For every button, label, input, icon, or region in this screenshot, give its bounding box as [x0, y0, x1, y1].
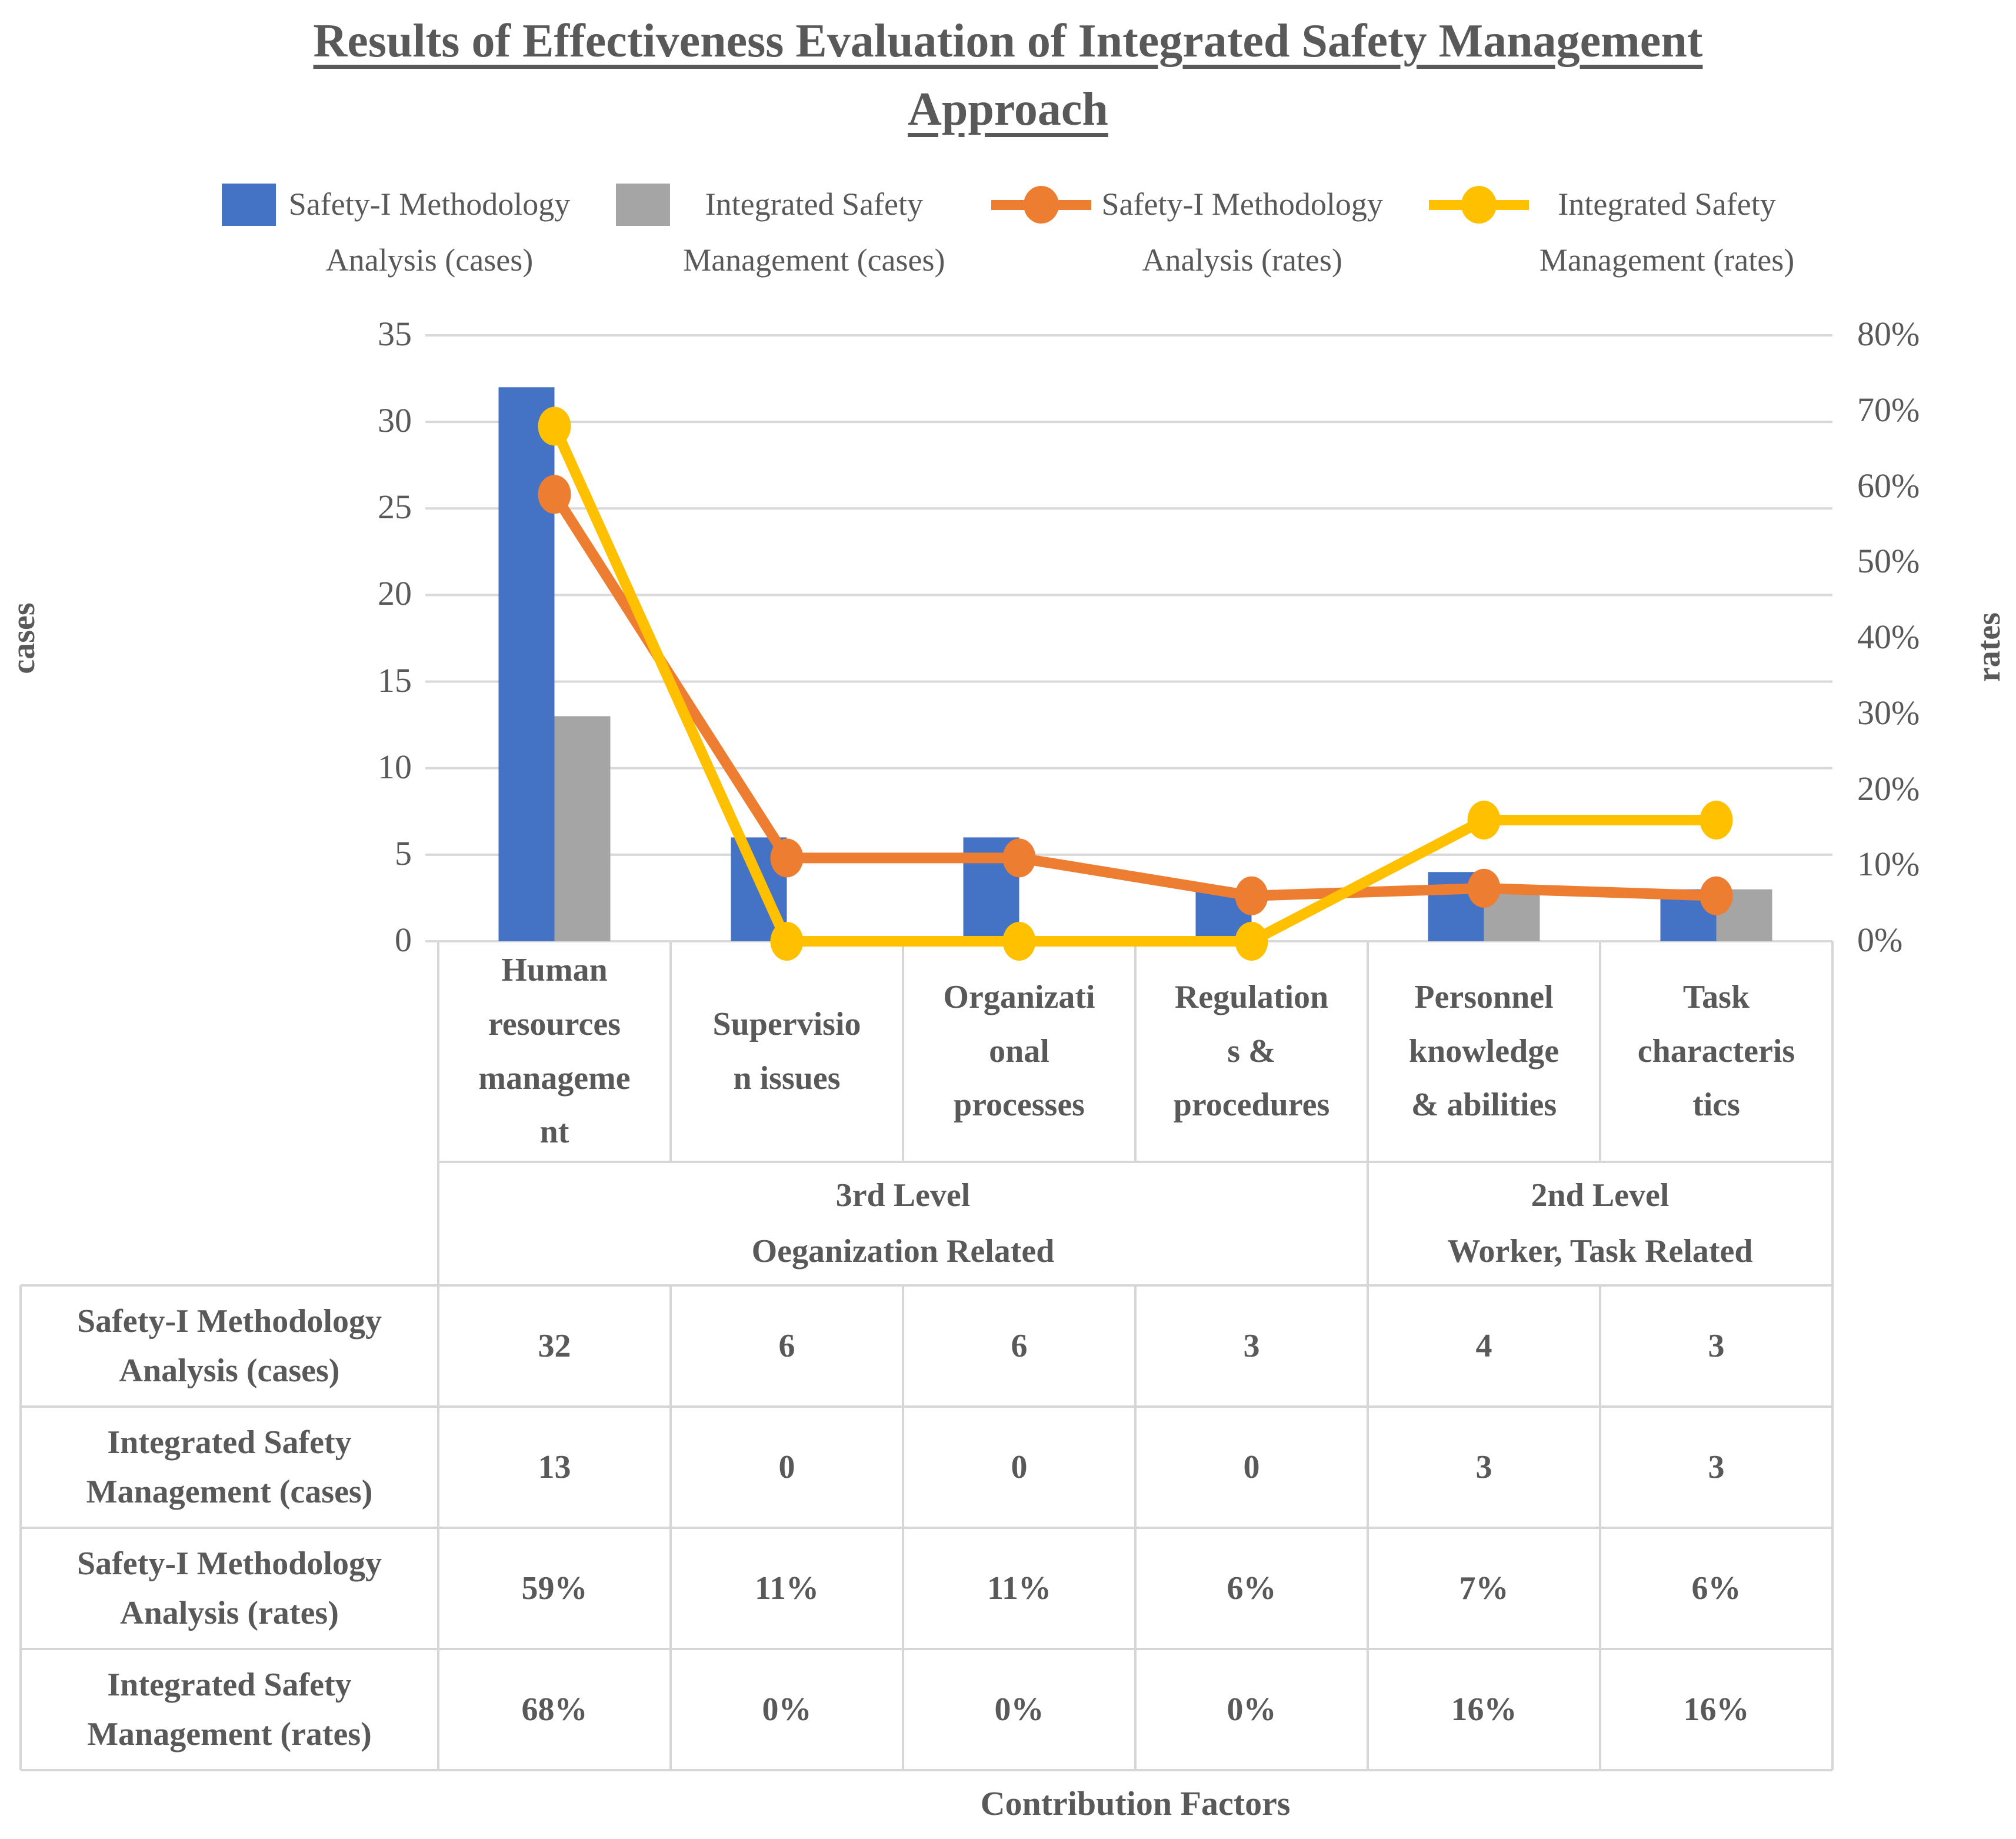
category-label-line: processes: [954, 1087, 1085, 1124]
category-label-line: Regulation: [1174, 978, 1329, 1015]
table-cell-value: 32: [538, 1328, 571, 1364]
table-cell: [438, 1649, 671, 1770]
table-row-header: [21, 1649, 438, 1770]
category-label-line: Task: [1682, 978, 1750, 1015]
bar-safety-i-cases: [1196, 889, 1252, 941]
bar-safety-i-cases: [964, 837, 1019, 941]
bar-safety-i-cases: [731, 837, 787, 941]
table-cell: [903, 1649, 1135, 1770]
table-cell-value: 68%: [521, 1691, 588, 1728]
chart-legend: [0, 176, 2016, 288]
marker-ism-rates: [1700, 801, 1733, 839]
category-label-line: knowledge: [1408, 1032, 1560, 1070]
legend-label: [289, 176, 570, 288]
group-header: [438, 1162, 1368, 1285]
table-cell-value: 0: [778, 1449, 795, 1485]
table-cell: [671, 1649, 903, 1770]
legend-line-marker-icon: [1429, 184, 1529, 226]
marker-safety-i-rates: [1235, 877, 1268, 915]
marker-ism-rates: [1468, 801, 1501, 839]
group-header-line: 2nd Level: [1531, 1177, 1670, 1214]
line-ism-rates: [555, 427, 1717, 942]
bar-ism-cases: [555, 716, 611, 941]
table-cell-value: 11%: [987, 1570, 1051, 1607]
right-axis-title: rates: [1971, 612, 2007, 682]
table-row-header-text: Safety-I Methodology Analysis (cases): [77, 1303, 382, 1389]
left-axis-tick-label: 0: [395, 920, 412, 959]
marker-ism-rates: [538, 407, 571, 446]
marker-safety-i-rates: [771, 838, 804, 877]
table-cell-value: 4: [1475, 1328, 1492, 1364]
table-cell: [1600, 1649, 1832, 1770]
bar-ism-cases: [1717, 889, 1772, 941]
right-axis-tick-label: 70%: [1857, 390, 1920, 429]
category-label: [1368, 941, 1600, 1162]
chart-title-line-2: Approach: [908, 84, 1108, 135]
left-axis-title: cases: [5, 602, 42, 674]
category-label-line: & abilities: [1411, 1087, 1557, 1124]
table-row-header-text: Safety-I Methodology Analysis (rates): [77, 1545, 382, 1631]
legend-item: [991, 176, 1383, 288]
table-cell-value: 7%: [1459, 1570, 1509, 1607]
table-cell-value: 0%: [1227, 1691, 1277, 1728]
table-cell: [671, 1407, 903, 1528]
right-axis-tick-label: 0%: [1857, 920, 1903, 959]
category-label-line: characteris: [1637, 1032, 1795, 1070]
table-row-header: [21, 1407, 438, 1528]
table-cell: [1600, 1407, 1832, 1528]
right-axis-tick-label: 30%: [1857, 693, 1920, 732]
right-axis-tick-label: 60%: [1857, 466, 1920, 505]
category-label-line: procedures: [1173, 1087, 1330, 1124]
legend-label-line: Safety-I Methodology: [288, 186, 571, 222]
table-cell: [1135, 1285, 1368, 1407]
table-cell-value: 16%: [1683, 1691, 1750, 1728]
legend-line-dot: [1461, 186, 1497, 224]
table-row-header-text: Integrated Safety Management (cases): [86, 1424, 373, 1510]
table-cell: [671, 1285, 903, 1407]
legend-label-line: Integrated Safety: [705, 186, 924, 222]
table-cell-value: 6: [1011, 1328, 1028, 1364]
legend-line-dot: [1024, 186, 1059, 224]
category-label-line: n issues: [733, 1060, 841, 1097]
category-label-line: Human: [501, 951, 608, 988]
left-axis-tick-label: 5: [395, 834, 412, 872]
left-axis-tick-label: 25: [378, 488, 412, 527]
legend-item: [222, 176, 570, 288]
table-cell: [1135, 1528, 1368, 1649]
bar-safety-i-cases: [1661, 889, 1717, 941]
table-cell: [1368, 1285, 1600, 1407]
line-safety-i-rates: [555, 494, 1717, 895]
category-label: [438, 941, 671, 1162]
marker-safety-i-rates: [1003, 838, 1036, 877]
legend-label-line: Analysis (rates): [1142, 242, 1342, 278]
table-cell: [1368, 1528, 1600, 1649]
table-cell-value: 0%: [762, 1691, 812, 1728]
table-cell: [1135, 1649, 1368, 1770]
right-axis-tick-label: 50%: [1857, 542, 1920, 581]
legend-label-line: Management (cases): [683, 242, 945, 278]
table-cell-value: 59%: [521, 1570, 588, 1607]
category-label-line: nt: [539, 1114, 569, 1151]
marker-safety-i-rates: [538, 475, 571, 514]
legend-line-marker-icon: [991, 184, 1091, 226]
table-cell: [903, 1407, 1135, 1528]
table-cell-value: 3: [1708, 1449, 1725, 1485]
left-axis-tick-label: 20: [378, 574, 412, 613]
legend-item: [616, 176, 945, 288]
category-label-line: onal: [989, 1032, 1049, 1070]
legend-label-line: Safety-I Methodology: [1101, 186, 1383, 222]
group-header-line: 3rd Level: [835, 1177, 971, 1214]
table-cell-value: 0: [1243, 1449, 1260, 1485]
chart-title-line-1: Results of Effectiveness Evaluation of Integrated Safety Management: [313, 15, 1703, 67]
table-row-header: [21, 1528, 438, 1649]
table-cell-value: 0%: [994, 1691, 1044, 1728]
right-axis-tick-label: 40%: [1857, 617, 1920, 656]
category-label-line: s &: [1227, 1032, 1276, 1070]
table-cell: [671, 1528, 903, 1649]
table-cell-value: 3: [1708, 1328, 1725, 1364]
table-cell-value: 13: [538, 1449, 571, 1485]
table-cell-value: 11%: [755, 1570, 819, 1607]
group-header-line: Worker, Task Related: [1447, 1233, 1753, 1270]
category-label-line: tics: [1692, 1087, 1740, 1124]
right-axis-tick-label: 80%: [1857, 314, 1920, 353]
legend-bar-swatch-icon: [616, 184, 670, 226]
table-row-header: [21, 1285, 438, 1407]
category-label: [903, 941, 1135, 1162]
legend-label-line: Management (rates): [1539, 242, 1795, 278]
table-cell: [903, 1285, 1135, 1407]
table-row-header-text: Integrated Safety Management (rates): [87, 1667, 372, 1753]
category-label-line: Supervisio: [712, 1005, 861, 1042]
left-axis-tick-label: 35: [378, 314, 412, 353]
right-axis-tick-label: 10%: [1857, 845, 1920, 884]
marker-safety-i-rates: [1468, 869, 1501, 908]
table-cell: [1600, 1528, 1832, 1649]
category-label: [1135, 941, 1368, 1162]
table-cell-value: 6%: [1227, 1570, 1277, 1607]
chart-title: [0, 7, 2016, 144]
table-cell-value: 3: [1475, 1449, 1492, 1485]
table-cell: [1368, 1649, 1600, 1770]
table-cell-value: 6%: [1691, 1570, 1741, 1607]
table-cell-value: 6: [778, 1328, 795, 1364]
bar-safety-i-cases: [1428, 872, 1484, 941]
legend-label: [683, 176, 945, 288]
left-axis-tick-label: 10: [378, 747, 412, 786]
legend-item: [1429, 176, 1794, 288]
x-axis-title: Contribution Factors: [980, 1784, 1291, 1823]
table-cell: [1368, 1407, 1600, 1528]
category-label-line: Personnel: [1414, 978, 1554, 1015]
legend-label: [1540, 176, 1794, 288]
right-axis-tick-label: 20%: [1857, 769, 1920, 808]
table-cell-value: 3: [1243, 1328, 1260, 1364]
table-cell: [438, 1528, 671, 1649]
table-cell: [1135, 1407, 1368, 1528]
category-label-line: Organizati: [943, 978, 1095, 1015]
legend-bar-swatch-icon: [222, 184, 276, 226]
legend-label-line: Analysis (cases): [325, 242, 534, 278]
group-header: [1368, 1162, 1832, 1285]
left-axis-tick-label: 30: [378, 401, 412, 439]
bar-ism-cases: [1484, 889, 1540, 941]
category-label: [1600, 941, 1832, 1162]
bar-safety-i-cases: [499, 387, 555, 941]
table-cell: [438, 1407, 671, 1528]
table-cell-value: 16%: [1451, 1691, 1517, 1728]
table-cell: [438, 1285, 671, 1407]
legend-label-line: Integrated Safety: [1558, 186, 1776, 222]
category-label-line: resources: [488, 1005, 621, 1042]
table-cell: [1600, 1285, 1832, 1407]
table-cell-value: 0: [1011, 1449, 1028, 1485]
legend-label: [1102, 176, 1383, 288]
category-label: [671, 941, 903, 1162]
marker-safety-i-rates: [1700, 877, 1733, 915]
left-axis-tick-label: 15: [378, 661, 412, 699]
group-header-line: Oeganization Related: [751, 1233, 1055, 1270]
table-cell: [903, 1528, 1135, 1649]
category-label-line: manageme: [478, 1060, 631, 1097]
